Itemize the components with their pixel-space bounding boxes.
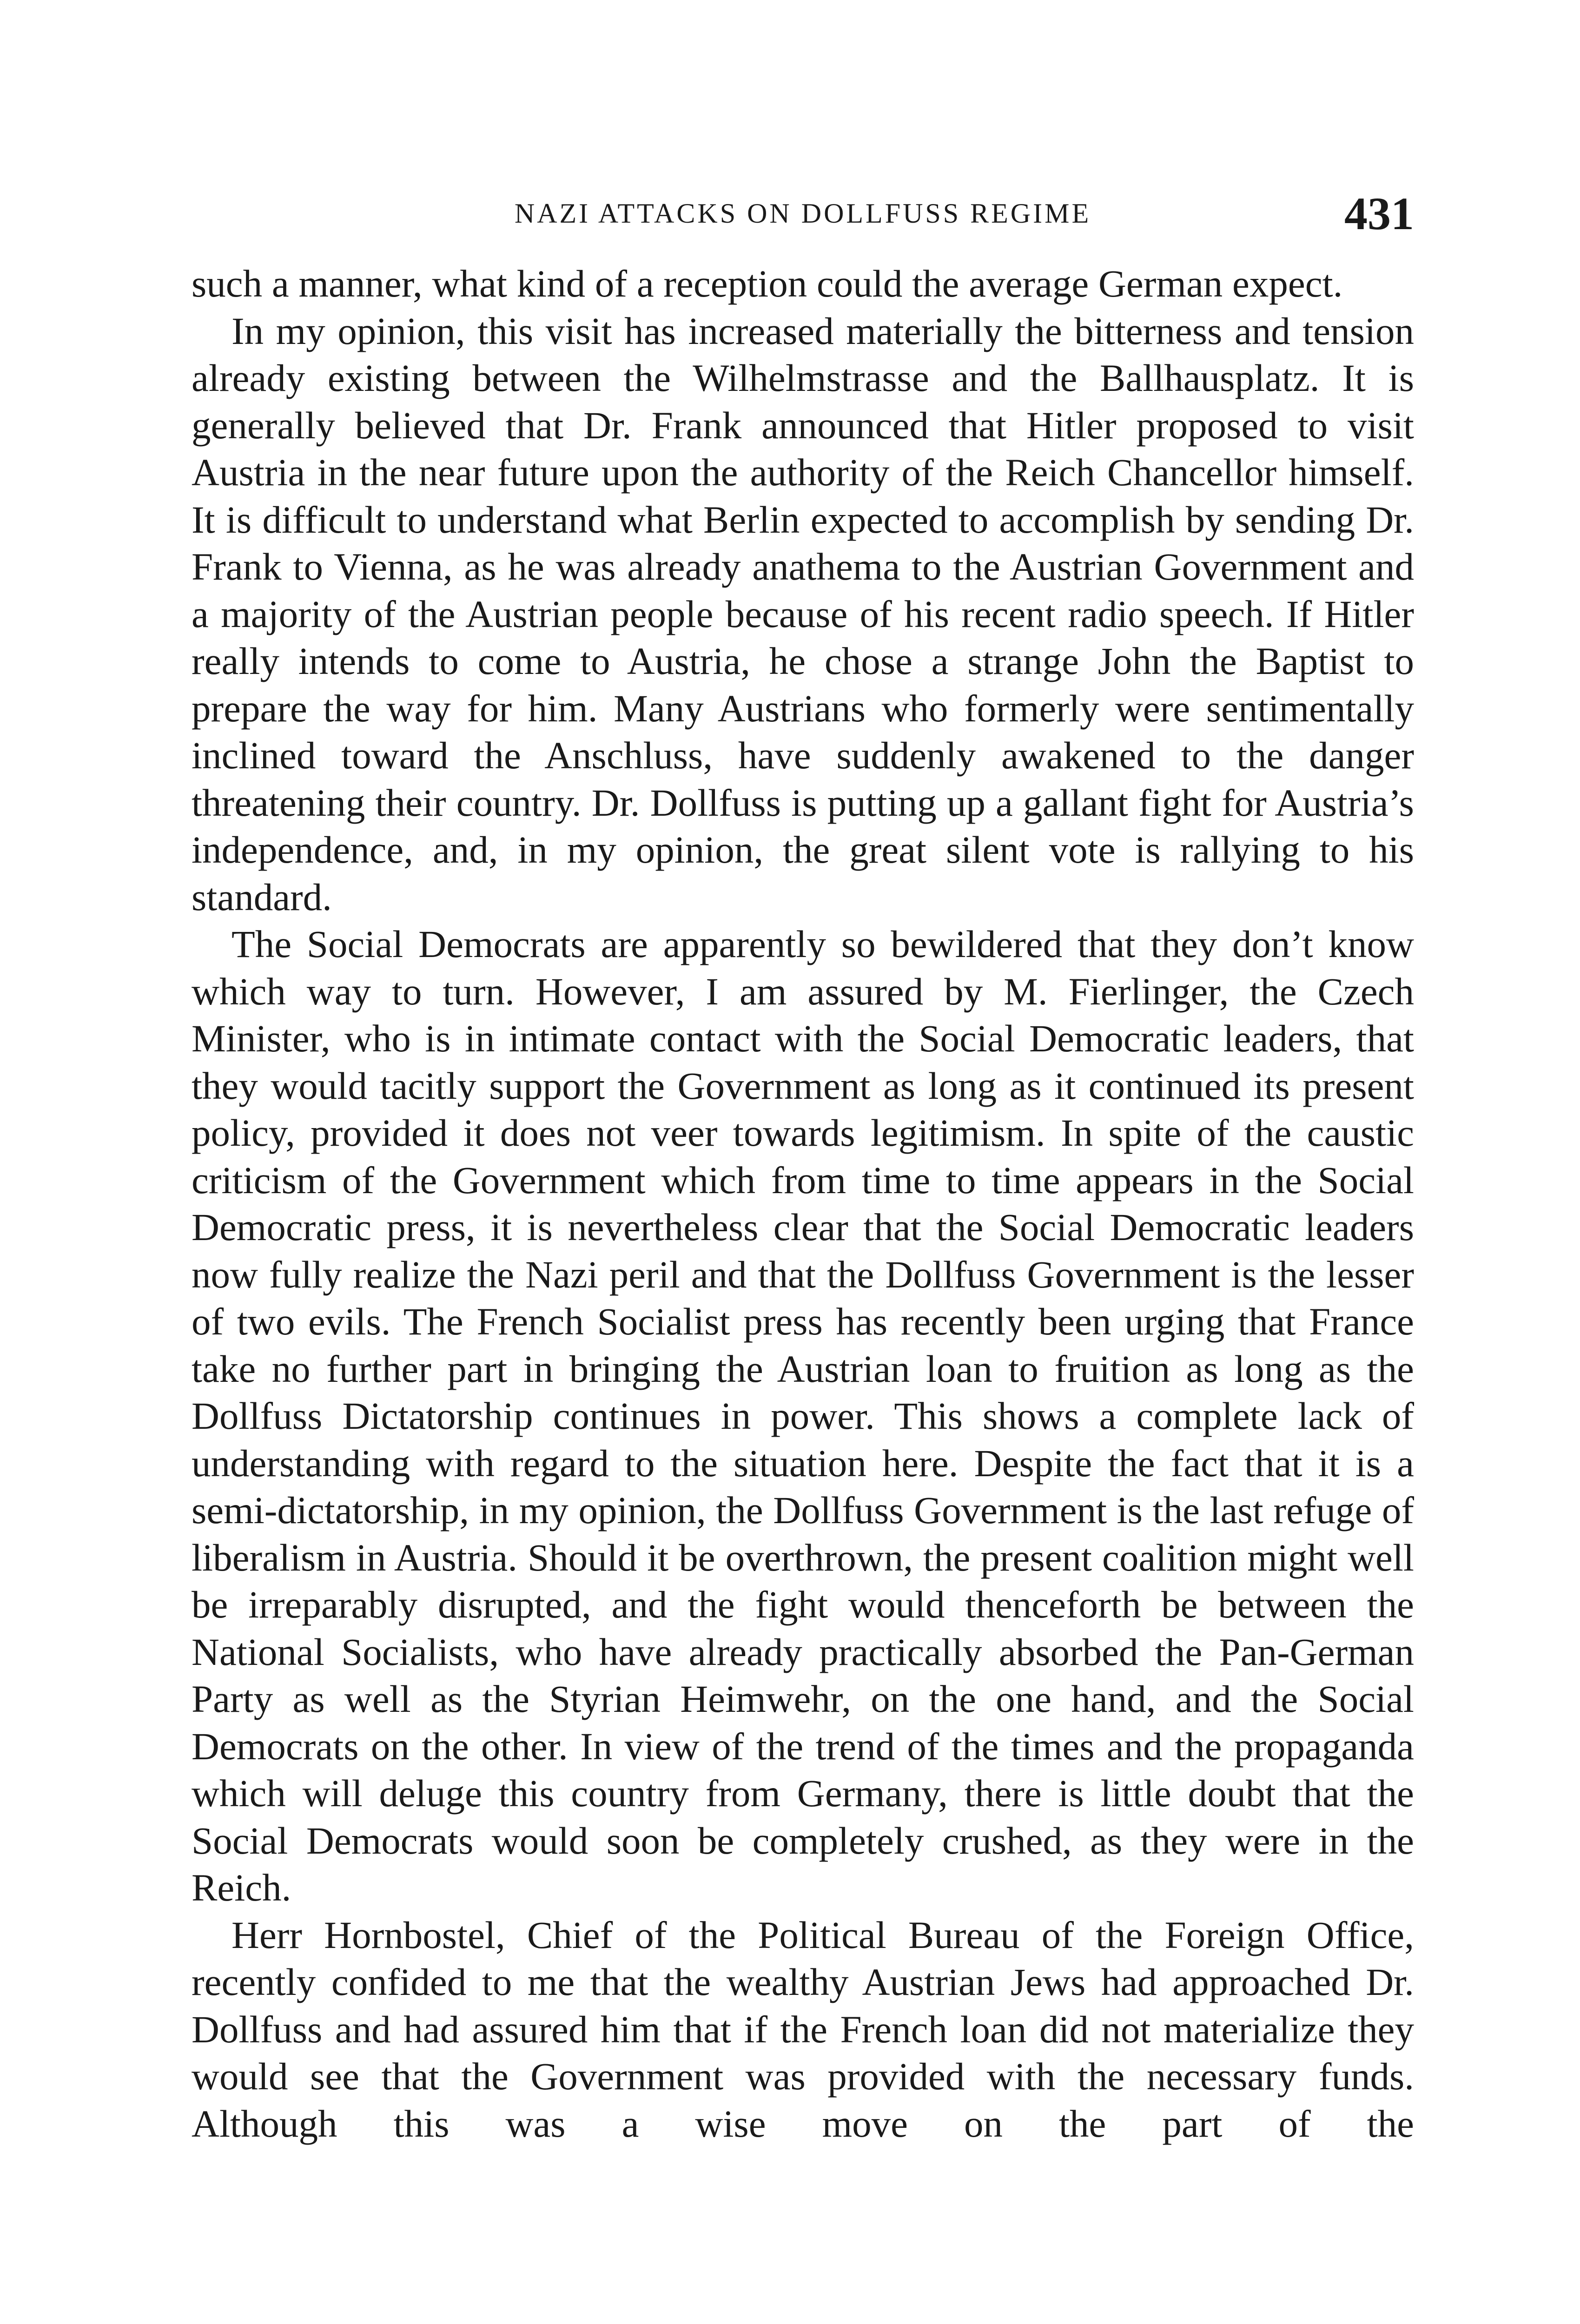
body-text bbox=[192, 260, 1414, 2147]
paragraph: In my opinion, this visit has increased materially the bitterness and tension already existing between the Wilhelmstrasse and the Ballhausplatz. It is generally believed that Dr. Frank announced that Hitler proposed to visit Austria in the near future upon the authority of the Reich Chancellor himself. It is difficult to understand what Berlin expected to accomplish by sending Dr. Frank to Vienna, as he was already anathema to the Austrian Government and a majority of the Austrian people because of his recent radio speech. If Hitler really intends to come to Austria, he chose a strange John the Baptist to prepare the way for him. Many Austrians who formerly were sentimentally inclined toward the Anschluss, have suddenly awakened to the danger threatening their country. Dr. Dollfuss is putting up a gallant fight for Austria’s independence, and, in my opinion, the great silent vote is rallying to his standard. bbox=[192, 309, 1414, 918]
paragraph: The Social Democrats are apparently so bewildered that they don’t know which way to turn. However, I am assured by M. Fierlinger, the Czech Minister, who is in intimate contact with the Social Democratic leaders, that they would tacitly support the Government as long as it continued its present policy, provided it does not veer towards legitimism. In spite of the caustic criticism of the Government which from time to time appears in the Social Democratic press, it is nevertheless clear that the Social Democratic leaders now fully realize the Nazi peril and that the Dollfuss Government is the lesser of two evils. The French Socialist press has recently been urging that France take no further part in bringing the Austrian loan to fruition as long as the Dollfuss Dictatorship continues in power. This shows a complete lack of understanding with regard to the situation here. Despite the fact that it is a semi-dictatorship, in my opinion, the Dollfuss Government is the last refuge of liberalism in Austria. Should it be overthrown, the present coalition might well be irreparably disrupted, and the fight would thenceforth be between the National Socialists, who have already practically absorbed the Pan-German Party as well as the Styrian Heimwehr, on the one hand, and the Social Democrats on the other. In view of the trend of the times and the propaganda which will deluge this country from Germany, there is little doubt that the Social Democrats would soon be completely crushed, as they were in the Reich. bbox=[192, 923, 1414, 1909]
running-title: NAZI ATTACKS ON DOLLFUSS REGIME bbox=[514, 198, 1091, 229]
paragraph: Herr Hornbostel, Chief of the Political Bureau of the Foreign Office, recently confided to me that the wealthy Austrian Jews had approached Dr. Dollfuss and had assured him that if the French loan did not materialize they would see that the Government was provided with the necessary funds. Although this was a wise move on the part of the bbox=[192, 1913, 1414, 2145]
page-number: 431 bbox=[1344, 188, 1414, 239]
running-head bbox=[192, 188, 1414, 239]
paragraph-continued: such a manner, what kind of a reception could the average German expect. bbox=[192, 262, 1343, 305]
